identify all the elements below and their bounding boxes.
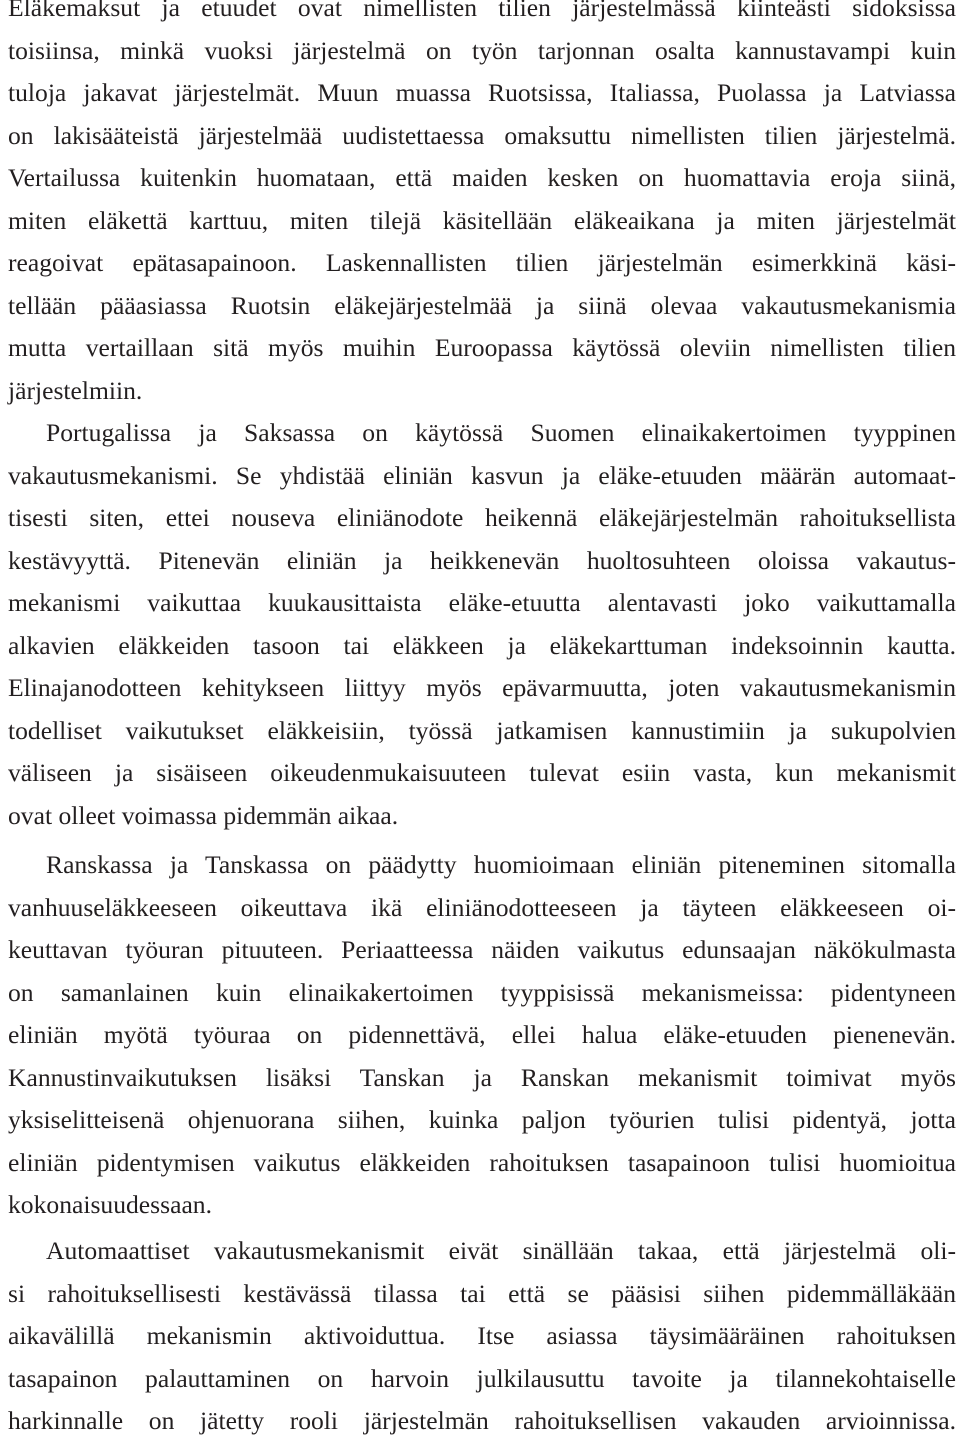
- paragraph-4: [8, 1230, 956, 1443]
- text-line: on lakisääteistä järjestelmää uudistettaessa omaksuttu nimellisten tilien järjestelmä.: [8, 120, 956, 150]
- text-line: ovat olleet voimassa pidemmän aikaa.: [8, 800, 399, 830]
- text-line: miten eläkettä karttuu, miten tilejä käsitellään eläkeaikana ja miten järjestelmät: [8, 205, 956, 235]
- text-line: on samanlainen kuin elinaikakertoimen tyyppisissä mekanismeissa: pidentyneen: [8, 977, 956, 1007]
- text-line: si rahoituksellisesti kestävässä tilassa tai että se pääsisi siihen pidemmälläkään: [8, 1278, 956, 1308]
- text-line: todelliset vaikutukset eläkkeisiin, työssä jatkamisen kannustimiin ja sukupolvien: [8, 715, 956, 745]
- text-line: kestävyyttä. Pitenevän eliniän ja heikkenevän huoltosuhteen oloissa vakautus-: [8, 545, 956, 575]
- text-line: reagoivat epätasapainoon. Laskennallisten tilien järjestelmän esimerkkinä käsi-: [8, 248, 956, 277]
- text-line: mutta vertaillaan sitä myös muihin Euroopassa käytössä oleviin nimellisten tilien: [8, 333, 956, 362]
- text-line: Automaattiset vakautusmekanismit eivät sinällään takaa, että järjestelmä oli-: [46, 1236, 956, 1265]
- text-line: tellään pääasiassa Ruotsin eläkejärjestelmää ja siinä olevaa vakautusmekanismia: [8, 290, 956, 320]
- text-block-upper: [8, 0, 956, 837]
- text-line: kokonaisuudessaan.: [8, 1190, 213, 1219]
- text-line: vanhuuseläkkeeseen oikeuttava ikä eliniänodotteeseen ja täyteen eläkkeeseen oi-: [8, 892, 956, 922]
- text-line: eliniän pidentymisen vaikutus eläkkeiden rahoituksen tasapainoon tulisi huomioitua: [8, 1147, 956, 1177]
- text-line: eliniän myötä työuraa on pidennettävä, ellei halua eläke-etuuden pienenevän.: [8, 1020, 956, 1049]
- text-line: Vertailussa kuitenkin huomataan, että maiden kesken on huomattavia eroja siinä,: [8, 163, 956, 192]
- text-line: aikavälillä mekanismin aktivoiduttua. Itse asiassa täysimääräinen rahoituksen: [8, 1321, 956, 1350]
- text-line: vakautusmekanismi. Se yhdistää eliniän kasvun ja eläke-etuuden määrän automaat-: [8, 460, 956, 490]
- text-line: tisesti siten, ettei nouseva eliniänodote heikennä eläkejärjestelmän rahoituksellista: [8, 503, 956, 532]
- text-line: keuttavan työuran pituuteen. Periaatteessa näiden vaikutus edunsaajan näkökulmasta: [8, 935, 956, 964]
- text-line: yksiselitteisenä ohjenuorana siihen, kuinka paljon työurien tulisi pidentyä, jotta: [8, 1105, 956, 1134]
- text-line: toisiinsa, minkä vuoksi järjestelmä on työn tarjonnan osalta kannustavampi kuin: [8, 35, 956, 65]
- text-block-lower: [8, 1230, 956, 1443]
- text-line: alkavien eläkkeiden tasoon tai eläkkeen ja eläkekarttuman indeksoinnin kautta.: [8, 630, 956, 660]
- text-line: Eläkemaksut ja etuudet ovat nimellisten tilien järjestelmässä kiinteästi sidoksissa: [8, 0, 956, 22]
- text-line: järjestelmiin.: [8, 375, 143, 405]
- text-line: väliseen ja sisäiseen oikeudenmukaisuuteen tulevat esiin vasta, kun mekanismit: [8, 758, 956, 787]
- text-line: Elinajanodotteen kehitykseen liittyy myös epävarmuutta, joten vakautusmekanismin: [8, 673, 956, 702]
- text-line: Portugalissa ja Saksassa on käytössä Suomen elinaikakertoimen tyyppinen: [46, 418, 956, 447]
- text-line: mekanismi vaikuttaa kuukausittaista eläke-etuutta alentavasti joko vaikuttamalla: [8, 588, 956, 617]
- text-line: Ranskassa ja Tanskassa on päädytty huomioimaan eliniän piteneminen sitomalla: [46, 850, 956, 879]
- paragraph-1: [8, 0, 956, 412]
- text-line: harkinnalle on jätetty rooli järjestelmän rahoituksellisen vakauden arvioinnissa.: [8, 1406, 956, 1435]
- paragraph-2: [8, 412, 956, 837]
- text-block-middle: [8, 844, 956, 1227]
- text-line: Kannustinvaikutuksen lisäksi Tanskan ja Ranskan mekanismit toimivat myös: [8, 1062, 956, 1092]
- text-line: tuloja jakavat järjestelmät. Muun muassa Ruotsissa, Italiassa, Puolassa ja Latviassa: [8, 78, 956, 107]
- paragraph-3: [8, 844, 956, 1227]
- text-line: tasapainon palauttaminen on harvoin julkilausuttu tavoite ja tilannekohtaiselle: [8, 1363, 956, 1393]
